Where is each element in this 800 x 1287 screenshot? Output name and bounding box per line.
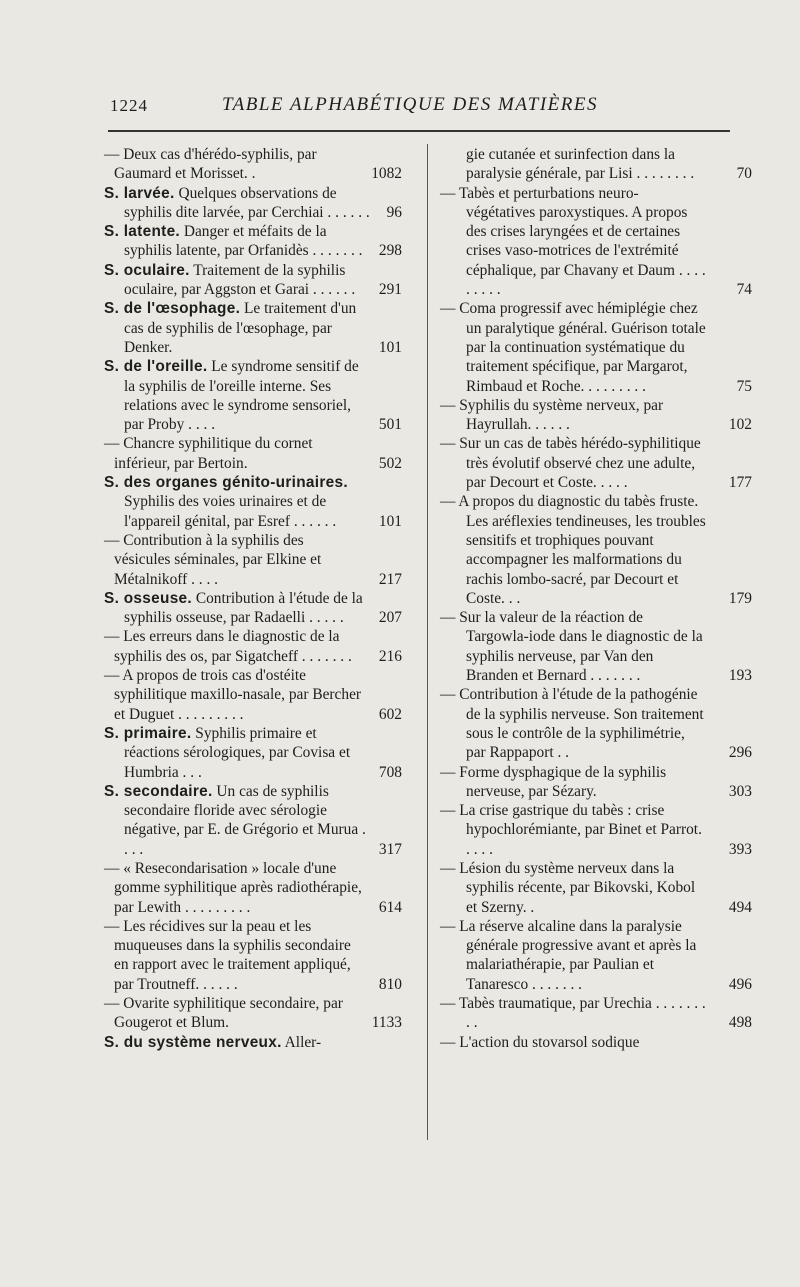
entry-text: — Sur la valeur de la réaction de Targowla-iode dans le diagnostic de la syphilis nerveuse, par Van den Branden et Bernard . . . . . . . [440, 609, 703, 685]
index-entry [104, 782, 404, 859]
index-entry [104, 859, 404, 917]
index-entry [440, 1033, 740, 1052]
entry-text: — Chancre syphilitique du cornet inférieur, par Bertoin. [104, 435, 313, 472]
entry-page: 96 [386, 203, 402, 221]
entry-headword: S. osseuse. [104, 589, 192, 607]
entry-text: — Coma progressif avec hémiplégie chez un paralytique général. Guérison totale par la continuation systématique du traitement spécifique, par Margarot, Rimbaud et Roche. . . . . . . . . [440, 300, 706, 395]
entry-page: 291 [378, 281, 402, 299]
entry-page: 494 [728, 898, 752, 916]
entry-page: 602 [378, 705, 402, 723]
entry-text: Aller- [281, 1033, 322, 1051]
entry-text: — La crise gastrique du tabès : crise hypochlorémiante, par Binet et Parrot. . . . . [440, 802, 702, 858]
entry-text: — Forme dysphagique de la syphilis nerveuse, par Sézary. [440, 763, 667, 800]
running-title: TABLE ALPHABÉTIQUE DES MATIÈRES [222, 94, 598, 115]
left-column [104, 145, 404, 1052]
index-entry [440, 608, 752, 685]
entry-text: — Deux cas d'hérédo-syphilis, par Gaumard et Morisset. . [104, 146, 317, 183]
entry-page: 217 [378, 570, 402, 588]
entry-text: — Lésion du système nerveux dans la syphilis récente, par Bikovski, Kobol et Szerny. . [440, 859, 696, 916]
entry-text: — Contribution à la syphilis des vésicules séminales, par Elkine et Métalnikoff . . . . [104, 531, 322, 588]
entry-page: 101 [378, 338, 402, 356]
entry-headword: S. de l'œsophage. [104, 300, 241, 318]
entry-page: 501 [378, 416, 402, 434]
entry-text: Un cas de syphilis secondaire floride avec sérologie négative, par E. de Grégorio et Murua . . . . [124, 782, 366, 858]
column-rule [427, 144, 428, 1140]
index-entry [440, 396, 752, 435]
entry-text: — Les récidives sur la peau et les muqueuses dans la syphilis secondaire en rapport avec le traitement appliqué, par Troutneff. . . . . . [104, 917, 351, 993]
entry-text: Traitement de la syphilis oculaire, par Aggston et Garai . . . . . . [124, 261, 356, 299]
entry-text: Syphilis primaire et réactions sérologiques, par Covisa et Humbria . . . [124, 724, 351, 781]
index-entry [440, 434, 752, 492]
entry-text: gie cutanée et surinfection dans la paralysie générale, par Lisi . . . . . . . . [466, 146, 695, 183]
entry-text: Danger et méfaits de la syphilis latente, par Orfanidès . . . . . . . [124, 223, 363, 260]
entry-headword: S. du système nerveux. [104, 1033, 282, 1051]
entry-page: 393 [728, 840, 752, 858]
index-entry [440, 801, 752, 859]
entry-page: 70 [736, 165, 752, 183]
entry-page: 496 [728, 975, 752, 993]
index-entry [104, 589, 404, 628]
entry-page: 502 [378, 454, 402, 472]
entry-page: 207 [378, 609, 402, 627]
entry-text: Syphilis des voies urinaires et de l'appareil génital, par Esref . . . . . . [124, 493, 337, 530]
entry-headword: S. latente. [104, 223, 180, 241]
entry-page: 75 [736, 377, 752, 395]
entry-page: 179 [728, 589, 752, 607]
entry-text: — La réserve alcaline dans la paralysie générale progressive avant et après la malariathérapie, par Paulian et Tanaresco . . . . . . . [440, 917, 697, 993]
index-entry [104, 299, 404, 357]
index-entry [104, 724, 404, 782]
header-rule [108, 130, 730, 132]
index-entry [440, 994, 752, 1033]
entry-page: 498 [728, 1014, 752, 1032]
entry-headword: S. des organes génito-urinaires. [104, 474, 348, 492]
entry-headword: S. larvée. [104, 184, 175, 202]
entry-page: 193 [728, 667, 752, 685]
entry-page: 101 [378, 512, 402, 530]
entry-page: 1082 [371, 165, 402, 183]
index-entry [104, 531, 404, 589]
page-number: 1224 [110, 96, 148, 115]
entry-text: — A propos de trois cas d'ostéite syphilitique maxillo-nasale, par Bercher et Duguet . . . . . . . . . [104, 667, 362, 723]
index-entry [440, 299, 752, 395]
entry-text: Quelques observations de syphilis dite larvée, par Cerchiai . . . . . . [124, 184, 370, 221]
entry-page: 614 [378, 898, 402, 916]
index-entry [104, 1033, 404, 1052]
entry-page: 74 [736, 281, 752, 299]
index-entry [104, 434, 404, 473]
index-entry [104, 357, 404, 434]
entry-page: 177 [728, 474, 752, 492]
entry-text: — Tabès traumatique, par Urechia . . . . . . . . . [440, 995, 706, 1032]
entry-text: — « Resecondarisation » locale d'une gomme syphilitique après radiothérapie, par Lewith . . . . . . . . . [104, 859, 362, 916]
index-entry [440, 492, 752, 608]
index-entry [440, 917, 752, 994]
entry-text: — Tabès et perturbations neuro-végétatives paroxystiques. A propos des crises laryngées et de certaines crises vaso-motrices de l'extrémité céphalique, par Chavany et Daum . . . . . . . . . [440, 184, 706, 299]
index-entry [440, 859, 752, 917]
entry-text: — L'action du stovarsol sodique [440, 1033, 640, 1051]
entry-text: — Les erreurs dans le diagnostic de la syphilis des os, par Sigatcheff . . . . . . . [104, 628, 352, 665]
index-entry [104, 222, 404, 261]
entry-text: — Contribution à l'étude de la pathogénie de la syphilis nerveuse. Son traitement sous le contrôle de la syphilimétrie, par Rappaport . . [440, 686, 704, 762]
entry-page: 102 [728, 416, 752, 434]
entry-page: 303 [728, 782, 752, 800]
entry-page: 708 [378, 763, 402, 781]
index-entry [104, 666, 404, 724]
entry-text: — Sur un cas de tabès hérédo-syphilitique très évolutif observé chez une adulte, par Decourt et Coste. . . . . [440, 435, 701, 492]
index-entry [104, 261, 404, 300]
entry-text: — Ovarite syphilitique secondaire, par Gougerot et Blum. [104, 995, 343, 1032]
index-entry [440, 145, 752, 184]
index-entry [440, 685, 752, 762]
entry-text: Le traitement d'un cas de syphilis de l'œsophage, par Denker. [124, 300, 357, 356]
index-entry [104, 994, 404, 1033]
index-entry [104, 145, 404, 184]
entry-text: Le syndrome sensitif de la syphilis de l'oreille interne. Ses relations avec le syndrome sensoriel, par Proby . . . . [124, 358, 359, 434]
entry-text: — A propos du diagnostic du tabès fruste. Les aréflexies tendineuses, les troubles sensitifs et trophiques pouvant accompagner les malformations du rachis lombo-sacré, par Decourt et Coste. . . [440, 493, 706, 607]
entry-page: 298 [378, 242, 402, 260]
entry-headword: S. primaire. [104, 724, 192, 742]
index-entry [104, 184, 404, 223]
index-entry [440, 184, 752, 300]
entry-page: 296 [728, 744, 752, 762]
index-entry [440, 763, 752, 802]
entry-headword: S. secondaire. [104, 782, 213, 800]
entry-page: 810 [378, 975, 402, 993]
right-column [440, 145, 752, 1052]
entry-text: Contribution à l'étude de la syphilis osseuse, par Radaelli . . . . . [124, 589, 363, 627]
entry-page: 216 [378, 647, 402, 665]
index-entry [104, 917, 404, 994]
index-entry [104, 473, 404, 531]
index-entry [104, 627, 404, 666]
entry-page: 1133 [371, 1014, 402, 1032]
entry-text: — Syphilis du système nerveux, par Hayrullah. . . . . . [440, 396, 664, 434]
entry-page: 317 [378, 840, 402, 858]
entry-headword: S. oculaire. [104, 261, 190, 279]
entry-headword: S. de l'oreille. [104, 358, 208, 376]
